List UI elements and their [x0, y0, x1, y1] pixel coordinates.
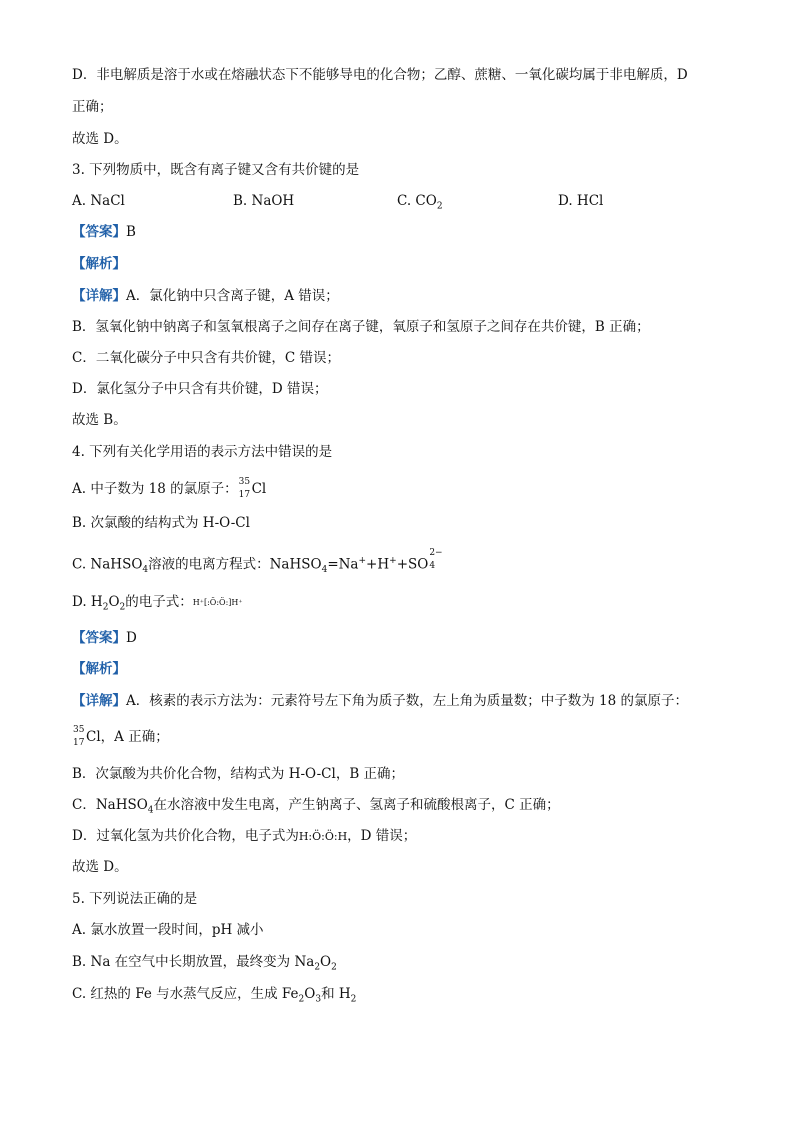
question-3: 3. 下列物质中，既含有离子键又含有共价键的是 [72, 162, 360, 178]
q4-option-a: A. 中子数为 18 的氯原子： 35 17 Cl [72, 477, 267, 500]
isotope-notation: 35 17 [238, 477, 251, 500]
q4-answer: 【答案】D [72, 630, 137, 646]
q4-detail-a-cont: 35 17 Cl，A 正确； [73, 725, 169, 748]
text-line: 故选 D。 [72, 131, 128, 147]
q4-detail-c: C．NaHSO$_4$在水溶液中发生电离，产生钠离子、氢离子和硫酸根离子，C 正确； [72, 797, 560, 816]
q5-option-c: C. 红热的 Fe 与水蒸气反应，生成 $Fe_2O_3$和 $H_2$ [72, 986, 357, 1005]
q3-option-c: C. $CO_2$ [397, 193, 443, 212]
q3-option-d: D. HCl [558, 193, 604, 209]
q3-option-a: A. NaCl [72, 193, 125, 209]
sulfate-charge: 2− 4 [429, 548, 443, 571]
electron-formula-image: H:Ö:Ö:H [298, 829, 348, 843]
q3-option-b: B. NaOH [233, 193, 295, 209]
q4-detail-d: D．过氧化氢为共价化合物，电子式为H:Ö:Ö:H，D 错误； [72, 826, 416, 847]
text-line: 正确； [72, 99, 113, 115]
q3-detail-d: D．氯化氢分子中只含有共价键，D 错误； [72, 381, 328, 397]
q3-detail-a: 【详解】A．氯化钠中只含离子键，A 错误； [72, 288, 339, 304]
q5-option-a: A. 氯水放置一段时间，pH 减小 [72, 922, 264, 938]
q3-analysis-label: 【解析】 [72, 256, 126, 272]
q4-detail-b: B．次氯酸为共价化合物，结构式为 H-O-Cl，B 正确； [72, 766, 405, 782]
text-line: 故选 B。 [72, 412, 127, 428]
q4-option-c: C. NaHSO$_4$溶液的电离方程式：NaHSO$_4$=Na++H++SO 2− 4 [72, 548, 443, 576]
q3-detail-c: C．二氧化碳分子中只含有共价键，C 错误； [72, 350, 340, 366]
question-4: 4. 下列有关化学用语的表示方法中错误的是 [72, 444, 333, 460]
q4-option-b: B. 次氯酸的结构式为 H-O-Cl [72, 515, 250, 531]
q5-option-b: B. Na 在空气中长期放置，最终变为 $Na_2O_2$ [72, 954, 337, 973]
q4-option-d: D. $H_2O_2$的电子式：H⁺[:Ö:Ö:]H⁺ [72, 594, 243, 613]
text-line: D．非电解质是溶于水或在熔融状态下不能够导电的化合物；乙醇、蔗糖、一氧化碳均属于非电解质，D [72, 67, 688, 83]
q4-analysis-label: 【解析】 [72, 661, 126, 677]
text-line: 故选 D。 [72, 859, 128, 875]
question-5: 5. 下列说法正确的是 [72, 891, 198, 907]
electron-formula-image: H⁺[:Ö:Ö:]H⁺ [192, 597, 243, 607]
q4-detail-a: 【详解】A．核素的表示方法为：元素符号左下角为质子数，左上角为质量数；中子数为 18 的氯原子： [72, 693, 689, 709]
q3-answer: 【答案】B [72, 224, 136, 240]
q3-detail-b: B．氢氧化钠中钠离子和氢氧根离子之间存在离子键，氧原子和氢原子之间存在共价键，B 正确； [72, 319, 650, 335]
isotope-notation: 35 17 [73, 725, 85, 748]
